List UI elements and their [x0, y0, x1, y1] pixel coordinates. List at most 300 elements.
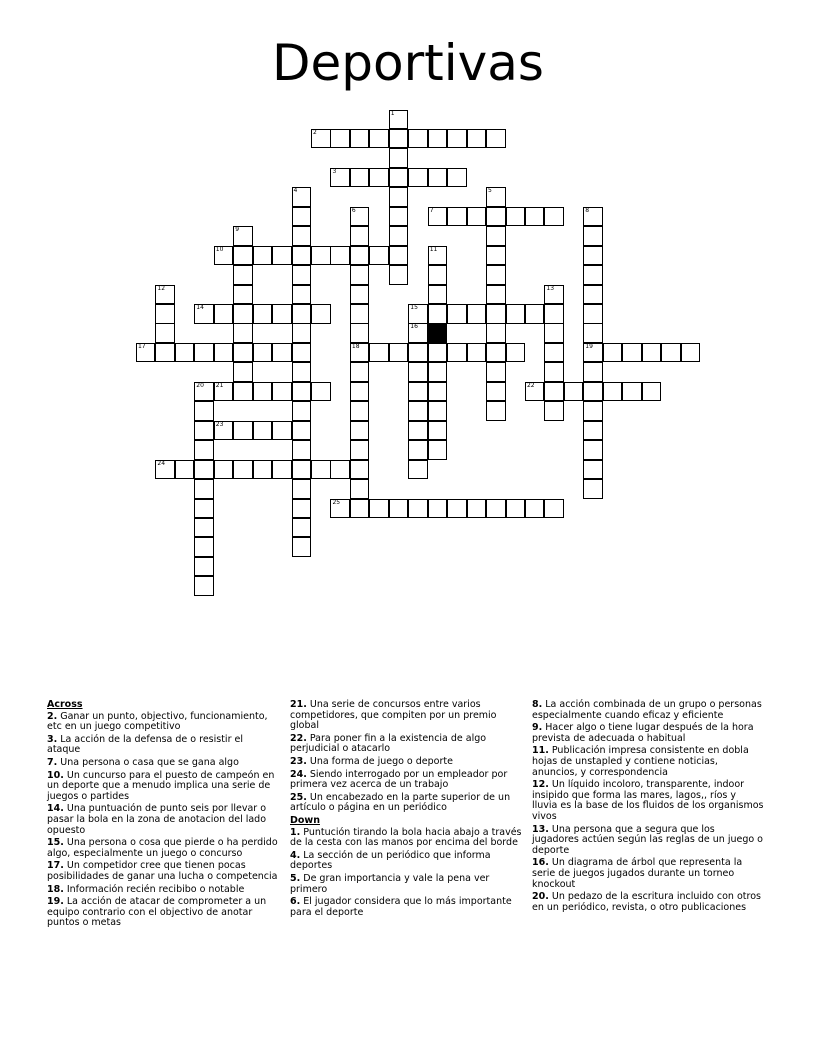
grid-cell[interactable]: [155, 460, 175, 480]
grid-cell[interactable]: [447, 304, 467, 324]
grid-cell[interactable]: [428, 246, 448, 266]
grid-cell[interactable]: [408, 499, 428, 519]
clue-number-label: 21: [215, 381, 224, 389]
grid-cell[interactable]: [350, 460, 370, 480]
grid-cell[interactable]: [214, 460, 234, 480]
grid-cell[interactable]: [350, 362, 370, 382]
grid-cell[interactable]: [525, 207, 545, 227]
grid-cell[interactable]: [292, 421, 312, 441]
grid-cell[interactable]: [389, 129, 409, 149]
grid-cell[interactable]: [389, 110, 409, 130]
clue-item: [290, 793, 526, 814]
grid-cell[interactable]: [486, 362, 506, 382]
clue-text: Publicación impresa consistente en dobla hojas de unstapled y contiene noticias, anuncios, y correspondencia: [532, 745, 749, 778]
grid-cell[interactable]: [233, 362, 253, 382]
grid-cell[interactable]: [447, 499, 467, 519]
grid-cell[interactable]: [486, 343, 506, 363]
clue-number-label: 19: [585, 342, 593, 350]
grid-cell[interactable]: [350, 304, 370, 324]
clue-text: Una persona o casa que se gana algo: [57, 756, 239, 768]
clue-item: [290, 897, 526, 918]
grid-cell[interactable]: [350, 421, 370, 441]
clue-item: [290, 734, 526, 755]
grid-cell[interactable]: [292, 382, 312, 402]
grid-cell[interactable]: [486, 246, 506, 266]
grid-cell[interactable]: [330, 129, 350, 149]
clue-text: Un cuncurso para el puesto de campeón en un deporte que a menudo implica una serie de juegos o partides: [47, 769, 275, 802]
clue-text: Una persona que a segura que los jugadores actúen según las reglas de un juego o deporte: [532, 823, 763, 856]
clue-number: 4.: [290, 849, 301, 861]
clue-number: 13.: [532, 823, 549, 835]
grid-cell[interactable]: [233, 343, 253, 363]
clue-number-label: 1: [390, 109, 395, 117]
grid-cell[interactable]: [447, 343, 467, 363]
grid-cell[interactable]: [350, 226, 370, 246]
grid-cell[interactable]: [194, 460, 214, 480]
grid-cell[interactable]: [583, 265, 603, 285]
grid-cell[interactable]: [350, 323, 370, 343]
grid-cell[interactable]: [253, 304, 273, 324]
grid-cell[interactable]: [467, 207, 487, 227]
clue-number: 19.: [47, 896, 64, 908]
clue-text: La acción de la defensa de o resistir el ataque: [47, 733, 243, 756]
grid-cell[interactable]: [253, 246, 273, 266]
clue-item: [47, 838, 279, 859]
grid-cell[interactable]: [350, 343, 370, 363]
grid-cell[interactable]: [622, 343, 642, 363]
clue-text: Una serie de concursos entre varios competidores, que compiten por un premio global: [290, 699, 497, 732]
grid-cell[interactable]: [233, 265, 253, 285]
clue-text: La sección de un periódico que informa deportes: [290, 849, 491, 872]
grid-cell[interactable]: [350, 382, 370, 402]
grid-cell[interactable]: [408, 129, 428, 149]
clue-text: Ganar un punto, objectivo, funcionamiento, etc en un juego competitivo: [47, 710, 268, 733]
grid-cell[interactable]: [369, 129, 389, 149]
clue-item: [290, 874, 526, 895]
grid-cell[interactable]: [583, 323, 603, 343]
clue-number: 23.: [290, 755, 307, 767]
grid-cell[interactable]: [544, 285, 564, 305]
clue-item: [47, 735, 279, 756]
clue-number-label: 9: [235, 226, 240, 234]
grid-cell[interactable]: [194, 421, 214, 441]
grid-cell[interactable]: [194, 557, 214, 577]
clue-number-label: 22: [526, 381, 535, 389]
grid-cell[interactable]: [330, 499, 350, 519]
grid-cell[interactable]: [292, 265, 312, 285]
grid-cell[interactable]: [486, 129, 506, 149]
grid-cell[interactable]: [583, 479, 603, 499]
grid-cell[interactable]: [233, 460, 253, 480]
grid-cell[interactable]: [272, 343, 292, 363]
clue-number: 25.: [290, 791, 307, 803]
grid-cell[interactable]: [525, 382, 545, 402]
clue-number: 7.: [47, 756, 58, 768]
grid-cell[interactable]: [292, 323, 312, 343]
grid-cell[interactable]: [272, 421, 292, 441]
grid-cell[interactable]: [408, 382, 428, 402]
grid-cell[interactable]: [311, 382, 331, 402]
grid-cell[interactable]: [408, 343, 428, 363]
grid-cell[interactable]: [583, 440, 603, 460]
clue-number: 21.: [290, 699, 307, 710]
grid-cell[interactable]: [292, 479, 312, 499]
grid-cell[interactable]: [467, 304, 487, 324]
grid-cell[interactable]: [428, 499, 448, 519]
clue-number-label: 5: [488, 187, 492, 195]
grid-cell[interactable]: [350, 207, 370, 227]
grid-cell[interactable]: [583, 460, 603, 480]
clue-text: Hacer algo o tiene lugar después de la hora prevista de adecuada o habitual: [532, 722, 754, 744]
clue-number: 20.: [532, 891, 549, 903]
grid-cell[interactable]: [486, 401, 506, 421]
grid-cell[interactable]: [408, 460, 428, 480]
grid-cell[interactable]: [408, 168, 428, 188]
grid-cell[interactable]: [292, 285, 312, 305]
grid-cell[interactable]: [233, 421, 253, 441]
grid-cell[interactable]: [428, 285, 448, 305]
grid-cell[interactable]: [583, 304, 603, 324]
grid-cell[interactable]: [389, 148, 409, 168]
grid-cell[interactable]: [408, 362, 428, 382]
grid-cell[interactable]: [292, 537, 312, 557]
clue-column-1: [47, 700, 279, 931]
clue-item: [47, 771, 279, 803]
grid-cell[interactable]: [603, 382, 623, 402]
grid-cell[interactable]: [544, 362, 564, 382]
clue-item: [532, 892, 764, 913]
clue-text: El jugador considera que lo más importante para el deporte: [290, 896, 512, 918]
grid-cell[interactable]: [233, 226, 253, 246]
grid-cell[interactable]: [253, 382, 273, 402]
grid-cell[interactable]: [681, 343, 701, 363]
grid-cell[interactable]: [194, 518, 214, 538]
grid-cell[interactable]: [330, 246, 350, 266]
grid-cell[interactable]: [194, 576, 214, 596]
grid-cell[interactable]: [214, 246, 234, 266]
grid-cell[interactable]: [350, 440, 370, 460]
grid-cell[interactable]: [350, 246, 370, 266]
grid-cell[interactable]: [311, 304, 331, 324]
clue-number-label: 25: [332, 498, 341, 506]
grid-cell[interactable]: [330, 460, 350, 480]
grid-cell[interactable]: [642, 343, 662, 363]
grid-cell[interactable]: [486, 382, 506, 402]
clue-text: Un líquido incoloro, transparente, indoor insipido que forma las mares, lagos,, ríos y lluvia es la base de los fluidos de los organismos vivos: [532, 779, 764, 822]
clue-item: [532, 746, 764, 778]
grid-cell[interactable]: [389, 168, 409, 188]
clue-number-label: 17: [137, 342, 146, 350]
clue-item: [47, 897, 279, 929]
grid-cell[interactable]: [350, 129, 370, 149]
grid-cell[interactable]: [486, 207, 506, 227]
grid-cell[interactable]: [486, 323, 506, 343]
clue-number-label: 18: [351, 342, 360, 350]
clue-text: Un pedazo de la escritura incluido con otros en un periódico, revista, o otro publicaciones: [532, 891, 761, 913]
grid-cell[interactable]: [583, 382, 603, 402]
clue-number-label: 13: [546, 284, 555, 292]
grid-cell[interactable]: [233, 246, 253, 266]
grid-cell[interactable]: [506, 343, 526, 363]
grid-cell[interactable]: [583, 343, 603, 363]
grid-cell[interactable]: [622, 382, 642, 402]
grid-cell[interactable]: [272, 382, 292, 402]
grid-cell[interactable]: [544, 207, 564, 227]
grid-cell[interactable]: [350, 401, 370, 421]
grid-cell[interactable]: [369, 499, 389, 519]
clue-number: 1.: [290, 826, 301, 838]
grid-cell[interactable]: [194, 479, 214, 499]
grid-cell[interactable]: [603, 343, 623, 363]
clue-number: 12.: [532, 779, 549, 791]
clue-number-label: 7: [429, 206, 434, 214]
grid-cell[interactable]: [389, 187, 409, 207]
grid-cell[interactable]: [408, 304, 428, 324]
grid-cell[interactable]: [292, 518, 312, 538]
grid-cell[interactable]: [233, 323, 253, 343]
grid-cell[interactable]: [389, 265, 409, 285]
grid-cell[interactable]: [253, 460, 273, 480]
grid-cell[interactable]: [428, 265, 448, 285]
grid-cell[interactable]: [583, 226, 603, 246]
grid-cell[interactable]: [292, 401, 312, 421]
grid-cell[interactable]: [661, 343, 681, 363]
puzzle-title: Deportivas: [272, 34, 544, 92]
grid-cell[interactable]: [583, 401, 603, 421]
grid-cell[interactable]: [292, 362, 312, 382]
clue-number: 11.: [532, 745, 549, 757]
grid-cell[interactable]: [194, 401, 214, 421]
clue-text: Siendo interrogado por un empleador por primera vez acerca de un trabajo: [290, 768, 508, 791]
grid-cell[interactable]: [292, 226, 312, 246]
grid-cell[interactable]: [428, 362, 448, 382]
grid-cell[interactable]: [428, 343, 448, 363]
clue-number: 5.: [290, 872, 301, 884]
grid-cell[interactable]: [194, 343, 214, 363]
clue-number-label: 11: [429, 245, 438, 253]
clue-number: 9.: [532, 722, 543, 734]
grid-cell[interactable]: [194, 382, 214, 402]
grid-cell[interactable]: [583, 285, 603, 305]
clue-number: 10.: [47, 769, 64, 781]
grid-cell[interactable]: [136, 343, 156, 363]
clue-number: 14.: [47, 803, 64, 815]
clue-item: [290, 757, 526, 768]
grid-cell[interactable]: [233, 304, 253, 324]
clue-item: [47, 861, 279, 882]
grid-cell[interactable]: [408, 440, 428, 460]
grid-cell[interactable]: [292, 207, 312, 227]
grid-cell[interactable]: [194, 537, 214, 557]
grid-cell[interactable]: [233, 382, 253, 402]
clue-number: 3.: [47, 733, 58, 745]
clue-number-label: 12: [157, 284, 166, 292]
clue-item: [532, 858, 764, 890]
grid-cell[interactable]: [408, 401, 428, 421]
grid-cell[interactable]: [369, 343, 389, 363]
grid-cell[interactable]: [525, 304, 545, 324]
grid-cell[interactable]: [583, 246, 603, 266]
grid-cell[interactable]: [583, 362, 603, 382]
grid-cell[interactable]: [544, 323, 564, 343]
grid-cell[interactable]: [175, 460, 195, 480]
grid-cell[interactable]: [583, 421, 603, 441]
clue-number-label: 23: [215, 420, 224, 428]
grid-cell[interactable]: [506, 207, 526, 227]
grid-cell[interactable]: [350, 285, 370, 305]
clue-item: [532, 723, 764, 744]
grid-cell[interactable]: [428, 401, 448, 421]
grid-cell[interactable]: [389, 226, 409, 246]
grid-cell[interactable]: [311, 460, 331, 480]
grid-cell[interactable]: [583, 207, 603, 227]
clue-text: La acción combinada de un grupo o personas especialmente cuando eficaz y eficiente: [532, 699, 762, 721]
grid-cell[interactable]: [350, 265, 370, 285]
grid-cell[interactable]: [389, 246, 409, 266]
clue-text: Para poner fin a la existencia de algo perjudicial o atacarlo: [290, 732, 487, 755]
grid-cell[interactable]: [447, 207, 467, 227]
clue-item: [532, 700, 764, 721]
grid-cell[interactable]: [544, 304, 564, 324]
grid-cell[interactable]: [175, 343, 195, 363]
grid-cell[interactable]: [292, 304, 312, 324]
grid-cell[interactable]: [272, 246, 292, 266]
grid-cell[interactable]: [486, 226, 506, 246]
grid-cell[interactable]: [467, 129, 487, 149]
clue-column-3: [532, 700, 764, 915]
grid-cell[interactable]: [272, 460, 292, 480]
grid-cell[interactable]: [467, 499, 487, 519]
clue-text: Un diagrama de árbol que representa la serie de juegos jugados durante un torneo knockout: [532, 857, 743, 890]
clue-number: 16.: [532, 857, 549, 869]
grid-cell[interactable]: [428, 129, 448, 149]
down-heading: Down: [290, 814, 320, 826]
grid-cell[interactable]: [350, 499, 370, 519]
grid-cell[interactable]: [253, 421, 273, 441]
clue-text: Una persona o cosa que pierde o ha perdido algo, especialmente un juego o concurso: [47, 837, 278, 859]
grid-cell[interactable]: [155, 343, 175, 363]
grid-cell[interactable]: [194, 440, 214, 460]
grid-cell[interactable]: [486, 285, 506, 305]
clue-text: Un competidor cree que tienen pocas posibilidades de ganar una lucha o competencia: [47, 860, 278, 882]
clue-number-label: 8: [585, 206, 590, 214]
grid-cell[interactable]: [467, 343, 487, 363]
grid-cell[interactable]: [506, 304, 526, 324]
grid-cell[interactable]: [214, 421, 234, 441]
grid-cell[interactable]: [155, 323, 175, 343]
grid-cell[interactable]: [214, 343, 234, 363]
clue-text: Un encabezado en la parte superior de un artículo o página en un periódico: [290, 791, 511, 814]
grid-cell[interactable]: [292, 499, 312, 519]
clue-item: [290, 851, 526, 872]
grid-cell[interactable]: [311, 246, 331, 266]
across-heading: Across: [47, 699, 83, 710]
grid-cell[interactable]: [486, 304, 506, 324]
grid-cell[interactable]: [525, 499, 545, 519]
grid-cell[interactable]: [155, 304, 175, 324]
grid-cell[interactable]: [292, 343, 312, 363]
clue-text: Información recién recibibo o notable: [63, 883, 245, 895]
grid-cell[interactable]: [292, 187, 312, 207]
clue-item: [532, 780, 764, 822]
clue-number-label: 2: [313, 128, 317, 136]
clue-number: 15.: [47, 837, 64, 849]
grid-cell[interactable]: [428, 382, 448, 402]
grid-cell[interactable]: [447, 129, 467, 149]
grid-cell[interactable]: [428, 421, 448, 441]
grid-cell[interactable]: [311, 129, 331, 149]
grid-cell[interactable]: [272, 304, 292, 324]
grid-cell[interactable]: [428, 207, 448, 227]
clue-item: [47, 804, 279, 836]
grid-cell[interactable]: [389, 343, 409, 363]
grid-cell: [428, 323, 448, 343]
grid-cell[interactable]: [155, 285, 175, 305]
clue-text: De gran importancia y vale la pena ver primero: [290, 872, 490, 895]
grid-cell[interactable]: [233, 285, 253, 305]
grid-cell[interactable]: [486, 265, 506, 285]
grid-cell[interactable]: [369, 168, 389, 188]
grid-cell[interactable]: [642, 382, 662, 402]
grid-cell[interactable]: [194, 499, 214, 519]
clue-item: [290, 828, 526, 849]
clue-number-label: 6: [351, 206, 356, 214]
grid-cell[interactable]: [428, 304, 448, 324]
grid-cell[interactable]: [389, 207, 409, 227]
clue-number: 2.: [47, 710, 58, 722]
grid-cell[interactable]: [350, 479, 370, 499]
grid-cell[interactable]: [292, 440, 312, 460]
grid-cell[interactable]: [544, 401, 564, 421]
clue-text: La acción de atacar de comprometer a un equipo contrario con el objectivo de anotar puntos o metas: [47, 896, 267, 929]
grid-cell[interactable]: [350, 168, 370, 188]
clue-text: Una forma de juego o deporte: [306, 755, 453, 767]
grid-cell[interactable]: [389, 499, 409, 519]
clue-number-label: 10: [215, 245, 224, 253]
grid-cell[interactable]: [544, 343, 564, 363]
clue-number: 18.: [47, 883, 64, 895]
grid-cell[interactable]: [292, 246, 312, 266]
clue-item: [532, 825, 764, 857]
clue-number-label: 16: [410, 323, 418, 331]
clue-number: 24.: [290, 768, 307, 780]
grid-cell[interactable]: [253, 343, 273, 363]
clue-text: Una puntuación de punto seis por llevar o pasar la bola en la zona de anotacion del lado opuesto: [47, 803, 267, 836]
grid-cell[interactable]: [369, 246, 389, 266]
grid-cell[interactable]: [564, 382, 584, 402]
grid-cell[interactable]: [506, 499, 526, 519]
grid-cell[interactable]: [544, 499, 564, 519]
grid-cell[interactable]: [330, 168, 350, 188]
grid-cell[interactable]: [292, 460, 312, 480]
grid-cell[interactable]: [408, 323, 428, 343]
grid-cell[interactable]: [194, 304, 214, 324]
grid-cell[interactable]: [214, 382, 234, 402]
grid-cell[interactable]: [428, 440, 448, 460]
clue-number-label: 20: [196, 381, 204, 389]
clue-number-label: 4: [293, 187, 298, 195]
grid-cell[interactable]: [544, 382, 564, 402]
grid-cell[interactable]: [447, 168, 467, 188]
grid-cell[interactable]: [408, 421, 428, 441]
grid-cell[interactable]: [486, 499, 506, 519]
clue-item: [47, 712, 279, 733]
grid-cell[interactable]: [214, 304, 234, 324]
clue-number-label: 15: [410, 304, 418, 311]
grid-cell[interactable]: [486, 187, 506, 207]
clue-number-label: 14: [196, 304, 204, 311]
grid-cell[interactable]: [428, 168, 448, 188]
